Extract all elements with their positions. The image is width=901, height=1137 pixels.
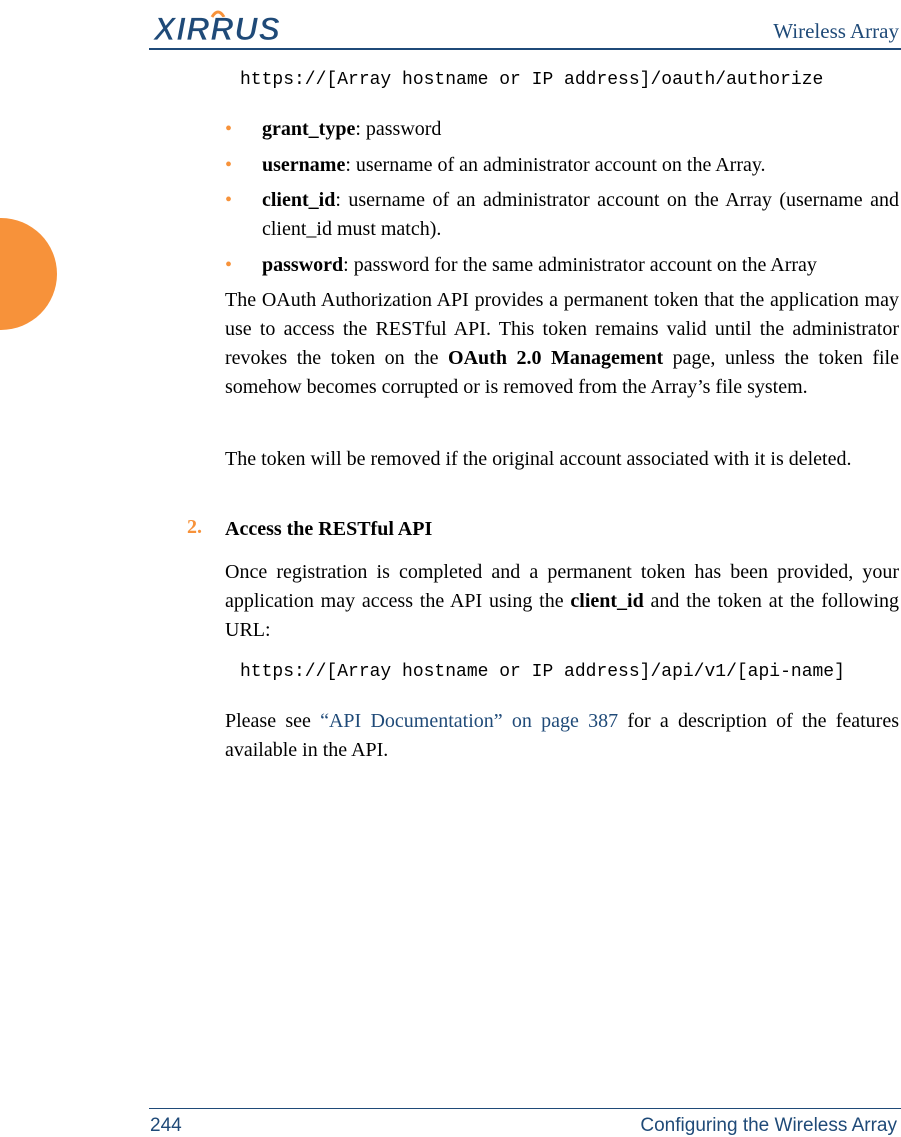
documentation-paragraph bbox=[225, 707, 899, 765]
paragraph-text: page, unless the token file somehow becomes corrupted or is removed from the Array’s file system. bbox=[225, 347, 899, 398]
bullet-text: : password for the same administrator account on the Array bbox=[343, 254, 817, 276]
bullet-term: grant_type bbox=[262, 118, 356, 140]
page-number: 244 bbox=[150, 1115, 182, 1136]
logo-text: XIRRUS bbox=[154, 11, 281, 44]
bullet-client-id bbox=[262, 186, 899, 244]
token-removal-paragraph: The token will be removed if the original account associated with it is deleted. bbox=[225, 448, 852, 470]
header-divider bbox=[149, 48, 901, 50]
bullet-text: : username of an administrator account on the Array. bbox=[345, 154, 766, 176]
bullet-dot: • bbox=[225, 118, 233, 140]
paragraph-text: and the token at the following URL: bbox=[225, 590, 899, 641]
footer-section-title: Configuring the Wireless Array bbox=[640, 1115, 897, 1136]
bullet-dot: • bbox=[225, 189, 233, 211]
bullet-dot: • bbox=[225, 254, 233, 276]
chapter-tab-marker bbox=[0, 218, 57, 330]
paragraph-text: for a description of the features available in the API. bbox=[225, 710, 899, 761]
authorize-url: https://[Array hostname or IP address]/oauth/authorize bbox=[240, 70, 824, 90]
header-title: Wireless Array bbox=[773, 19, 899, 43]
footer-divider bbox=[149, 1108, 901, 1109]
oauth-management-term: OAuth 2.0 Management bbox=[448, 347, 664, 369]
bullet-dot: • bbox=[225, 154, 233, 176]
api-url: https://[Array hostname or IP address]/api/v1/[api-name] bbox=[240, 662, 845, 682]
bullet-term: client_id bbox=[262, 189, 336, 211]
client-id-term: client_id bbox=[570, 590, 644, 612]
bullet-grant-type bbox=[262, 115, 899, 144]
access-paragraph bbox=[225, 558, 899, 645]
bullet-text: : username of an administrator account on the Array (username and client_id must match). bbox=[262, 189, 899, 240]
bullet-text: : password bbox=[355, 118, 442, 140]
bullet-password bbox=[262, 251, 899, 280]
bullet-term: username bbox=[262, 154, 346, 176]
paragraph-text: Please see bbox=[225, 710, 321, 732]
bullet-username bbox=[262, 151, 899, 180]
bullet-term: password bbox=[262, 254, 344, 276]
step-number: 2. bbox=[187, 516, 202, 538]
api-documentation-link[interactable]: “API Documentation” on page 387 bbox=[320, 710, 619, 732]
token-paragraph bbox=[225, 286, 899, 402]
xirrus-logo bbox=[152, 4, 304, 44]
paragraph-text: The OAuth Authorization API provides a permanent token that the application may use to access the RESTful API. This token remains valid until the administrator revokes the token on the bbox=[225, 289, 899, 369]
step-title: Access the RESTful API bbox=[225, 518, 433, 540]
paragraph-text: Once registration is completed and a permanent token has been provided, your application may access the API using the bbox=[225, 561, 899, 612]
